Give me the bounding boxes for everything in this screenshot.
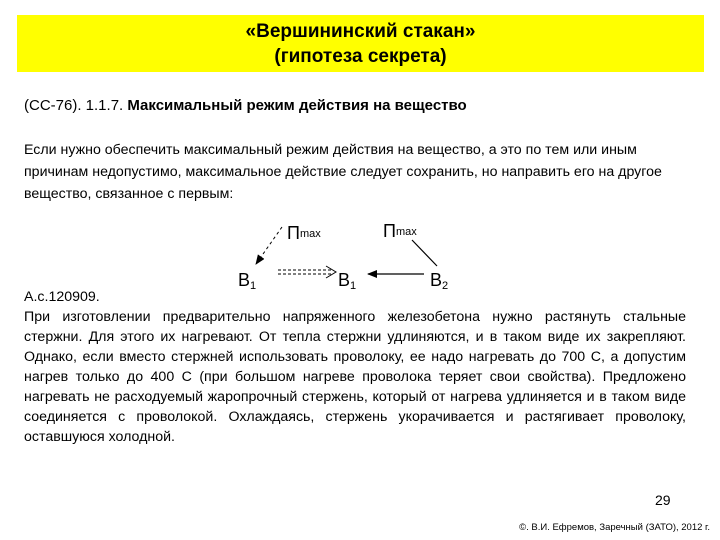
dashed-double-arrow-head <box>326 266 336 278</box>
example-block <box>24 287 686 447</box>
substance-b2: В2 <box>430 270 449 292</box>
field-left-label: Пmax <box>287 223 321 243</box>
substance-b1-middle: В1 <box>338 270 357 292</box>
heading-text: Максимальный режим действия на вещество <box>127 97 467 114</box>
field-right-label: Пmax <box>383 221 417 241</box>
intro-paragraph: Если нужно обеспечить максимальный режим действия на вещество, а это по тем или иным причинам недопустимо, максимальное действие следует сохранить, но направить его на другое вещество, связанное с первым: <box>24 142 662 202</box>
example-text: При изготовлении предварительно напряженного железобетона нужно растянуть стальные стержни. Для этого их нагревают. От тепла стержни удлиняются, и в таком виде их закрепляют. Однако, если вместо стержней использовать проволоку, ее надо нагревать до 700 С, а допустим нагрев только до 400 С (при большом нагреве проволока теряет свои свойства). Предложено нагревать не расходуемый жаропрочный стержень, который от нагрева удлиняется и в таком виде соединяется с проволокой. Охлаждаясь, стержень укорачивается и растягивает проволоку, оставшуюся холодной. <box>24 309 686 445</box>
title-line-2: (гипотеза секрета) <box>274 45 447 67</box>
dashed-arrow-field-to-b1 <box>256 227 282 264</box>
title-line-1: «Вершининский стакан» <box>245 20 476 42</box>
copyright-footer: ©. В.И. Ефремов, Заречный (ЗАТО), 2012 г. <box>519 522 710 533</box>
heading-code: (СС-76). 1.1.7. <box>24 97 124 114</box>
patent-reference: А.с.120909. <box>24 289 100 305</box>
page-number: 29 <box>655 492 671 508</box>
substance-b1-left: В1 <box>238 270 257 292</box>
field-to-b2-link <box>412 240 437 266</box>
